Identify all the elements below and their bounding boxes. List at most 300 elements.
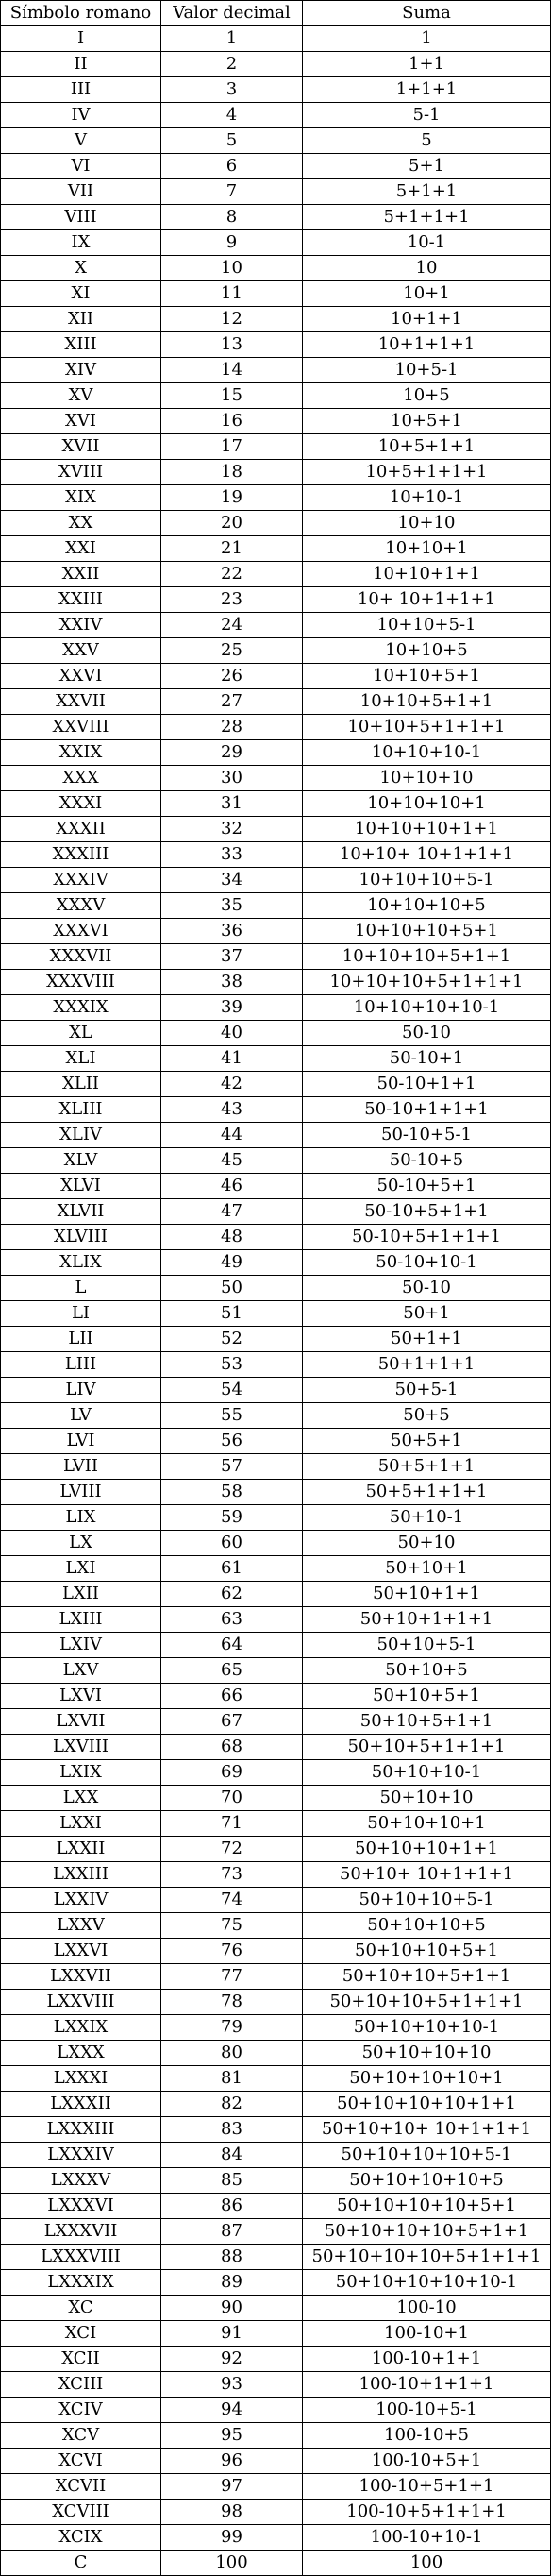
cell-decimal-value: 46 (161, 1174, 303, 1199)
cell-decimal-value: 8 (161, 205, 303, 230)
cell-roman-symbol: XXXV (1, 893, 161, 919)
cell-roman-symbol: XXXVII (1, 944, 161, 970)
table-row (1, 2092, 551, 2117)
cell-roman-symbol: XXIX (1, 740, 161, 766)
table-row (1, 1123, 551, 1148)
cell-decimal-value: 82 (161, 2092, 303, 2117)
cell-decimal-value: 65 (161, 1658, 303, 1684)
table-row (1, 893, 551, 919)
cell-decimal-value: 88 (161, 2245, 303, 2270)
cell-roman-symbol: XVII (1, 434, 161, 460)
cell-sum: 10-1 (303, 230, 551, 256)
cell-sum: 50-10+10-1 (303, 1250, 551, 1276)
cell-roman-symbol: XLIX (1, 1250, 161, 1276)
cell-roman-symbol: LXIV (1, 1633, 161, 1658)
cell-decimal-value: 90 (161, 2296, 303, 2321)
cell-roman-symbol: XCI (1, 2321, 161, 2347)
cell-roman-symbol: LXXXI (1, 2066, 161, 2092)
table-row (1, 1939, 551, 1964)
cell-decimal-value: 35 (161, 893, 303, 919)
table-row (1, 434, 551, 460)
cell-sum: 50-10 (303, 1276, 551, 1301)
cell-sum: 100-10+1+1+1 (303, 2372, 551, 2398)
cell-sum: 50+10+1+1 (303, 1582, 551, 1607)
cell-roman-symbol: XCIV (1, 2398, 161, 2423)
cell-decimal-value: 79 (161, 2015, 303, 2041)
cell-sum: 50-10 (303, 1021, 551, 1046)
table-row (1, 1403, 551, 1429)
table-row (1, 1505, 551, 1531)
cell-sum: 50-10+1+1+1 (303, 1097, 551, 1123)
cell-roman-symbol: VI (1, 154, 161, 179)
cell-roman-symbol: LXXI (1, 1811, 161, 1837)
cell-roman-symbol: XLIII (1, 1097, 161, 1123)
cell-sum: 1+1+1 (303, 77, 551, 103)
cell-decimal-value: 87 (161, 2219, 303, 2245)
cell-sum: 10+10-1 (303, 485, 551, 511)
cell-sum: 10+1+1 (303, 307, 551, 332)
cell-sum: 50+5-1 (303, 1378, 551, 1403)
cell-roman-symbol: LXIII (1, 1607, 161, 1633)
cell-sum: 5+1 (303, 154, 551, 179)
cell-sum: 10+ 10+1+1+1 (303, 587, 551, 613)
cell-sum: 10+10+10-1 (303, 740, 551, 766)
cell-decimal-value: 2 (161, 52, 303, 77)
cell-sum: 10+10+5+1+1+1 (303, 715, 551, 740)
cell-sum: 10+10+10+5+1+1 (303, 944, 551, 970)
cell-decimal-value: 59 (161, 1505, 303, 1531)
table-row (1, 1633, 551, 1658)
cell-roman-symbol: III (1, 77, 161, 103)
table-row (1, 1225, 551, 1250)
cell-sum: 100-10+10-1 (303, 2525, 551, 2551)
cell-roman-symbol: LVI (1, 1429, 161, 1454)
cell-decimal-value: 1 (161, 26, 303, 52)
cell-roman-symbol: XLVI (1, 1174, 161, 1199)
cell-roman-symbol: LXXXIX (1, 2270, 161, 2296)
cell-roman-symbol: LVII (1, 1454, 161, 1480)
cell-roman-symbol: LXXVI (1, 1939, 161, 1964)
table-row (1, 383, 551, 409)
table-row (1, 2015, 551, 2041)
cell-sum: 50+10+5-1 (303, 1633, 551, 1658)
cell-sum: 50+10+10+10+1+1 (303, 2092, 551, 2117)
cell-decimal-value: 97 (161, 2474, 303, 2500)
table-row (1, 2500, 551, 2525)
cell-roman-symbol: XLV (1, 1148, 161, 1174)
cell-sum: 50-10+5-1 (303, 1123, 551, 1148)
table-row (1, 2347, 551, 2372)
cell-roman-symbol: IX (1, 230, 161, 256)
table-row (1, 1862, 551, 1888)
cell-roman-symbol: II (1, 52, 161, 77)
cell-sum: 100-10+5 (303, 2423, 551, 2449)
table-row (1, 1021, 551, 1046)
cell-decimal-value: 36 (161, 919, 303, 944)
table-row (1, 1735, 551, 1760)
cell-sum: 50+10+10+10+5+1+1+1 (303, 2245, 551, 2270)
table-row (1, 2398, 551, 2423)
cell-decimal-value: 3 (161, 77, 303, 103)
cell-roman-symbol: XCII (1, 2347, 161, 2372)
cell-sum: 50+1+1+1 (303, 1352, 551, 1378)
cell-roman-symbol: LXXIX (1, 2015, 161, 2041)
cell-decimal-value: 60 (161, 1531, 303, 1556)
cell-sum: 1+1 (303, 52, 551, 77)
table-row (1, 1148, 551, 1174)
cell-decimal-value: 98 (161, 2500, 303, 2525)
cell-sum: 50+10+10+10-1 (303, 2015, 551, 2041)
cell-roman-symbol: XXVII (1, 689, 161, 715)
cell-decimal-value: 40 (161, 1021, 303, 1046)
cell-decimal-value: 26 (161, 664, 303, 689)
table-row (1, 2117, 551, 2143)
table-row (1, 1531, 551, 1556)
cell-decimal-value: 37 (161, 944, 303, 970)
table-row (1, 842, 551, 868)
cell-sum: 10+10+10+10-1 (303, 995, 551, 1021)
cell-roman-symbol: LXXIV (1, 1888, 161, 1913)
header-sum: Suma (303, 1, 551, 26)
cell-sum: 100-10+5+1+1 (303, 2474, 551, 2500)
cell-decimal-value: 73 (161, 1862, 303, 1888)
cell-decimal-value: 44 (161, 1123, 303, 1148)
cell-sum: 50-10+1+1 (303, 1072, 551, 1097)
cell-decimal-value: 55 (161, 1403, 303, 1429)
cell-decimal-value: 13 (161, 332, 303, 358)
cell-sum: 10+10+10+5+1 (303, 919, 551, 944)
table-row (1, 26, 551, 52)
cell-sum: 10+10+ 10+1+1+1 (303, 842, 551, 868)
table-row (1, 2219, 551, 2245)
table-row (1, 995, 551, 1021)
cell-decimal-value: 53 (161, 1352, 303, 1378)
cell-roman-symbol: LXXII (1, 1837, 161, 1862)
cell-roman-symbol: LXXXIII (1, 2117, 161, 2143)
table-row (1, 460, 551, 485)
cell-roman-symbol: XXIV (1, 613, 161, 638)
cell-decimal-value: 68 (161, 1735, 303, 1760)
cell-sum: 10+10+10+1+1 (303, 817, 551, 842)
table-row (1, 1378, 551, 1403)
cell-roman-symbol: XCVI (1, 2449, 161, 2474)
table-row (1, 1913, 551, 1939)
cell-roman-symbol: LXVIII (1, 1735, 161, 1760)
table-row (1, 358, 551, 383)
table-row (1, 638, 551, 664)
cell-roman-symbol: LXXXVII (1, 2219, 161, 2245)
table-row (1, 2449, 551, 2474)
table-row (1, 1174, 551, 1199)
cell-roman-symbol: LX (1, 1531, 161, 1556)
cell-sum: 50+10+10+5+1+1+1 (303, 1990, 551, 2015)
table-row (1, 103, 551, 128)
cell-sum: 10+10+1 (303, 536, 551, 562)
cell-sum: 50+10+10+10+1 (303, 2066, 551, 2092)
table-row (1, 2066, 551, 2092)
cell-sum: 50+1 (303, 1301, 551, 1327)
table-row (1, 1046, 551, 1072)
cell-sum: 50-10+5+1 (303, 1174, 551, 1199)
table-row (1, 1684, 551, 1709)
table-row (1, 256, 551, 281)
cell-sum: 50+10+10+1 (303, 1811, 551, 1837)
table-row (1, 179, 551, 205)
cell-roman-symbol: V (1, 128, 161, 154)
table-row (1, 154, 551, 179)
cell-sum: 50+10+10 (303, 1786, 551, 1811)
cell-decimal-value: 10 (161, 256, 303, 281)
cell-sum: 50+10+10+5+1+1 (303, 1964, 551, 1990)
cell-decimal-value: 6 (161, 154, 303, 179)
table-row (1, 205, 551, 230)
cell-roman-symbol: XXXII (1, 817, 161, 842)
header-row (1, 1, 551, 26)
table-row (1, 689, 551, 715)
table-row (1, 587, 551, 613)
cell-sum: 50+10+10+10+5+1+1 (303, 2219, 551, 2245)
cell-roman-symbol: XCV (1, 2423, 161, 2449)
cell-sum: 50+10+1 (303, 1556, 551, 1582)
cell-decimal-value: 48 (161, 1225, 303, 1250)
cell-decimal-value: 50 (161, 1276, 303, 1301)
cell-sum: 50+10+5+1+1+1 (303, 1735, 551, 1760)
cell-decimal-value: 34 (161, 868, 303, 893)
cell-decimal-value: 45 (161, 1148, 303, 1174)
table-row (1, 791, 551, 817)
table-row (1, 52, 551, 77)
cell-decimal-value: 39 (161, 995, 303, 1021)
cell-roman-symbol: X (1, 256, 161, 281)
cell-decimal-value: 23 (161, 587, 303, 613)
cell-sum: 50+10+10+10 (303, 2041, 551, 2066)
cell-decimal-value: 100 (161, 2551, 303, 2576)
cell-roman-symbol: XXXIV (1, 868, 161, 893)
cell-roman-symbol: XXVIII (1, 715, 161, 740)
cell-decimal-value: 84 (161, 2143, 303, 2168)
cell-decimal-value: 27 (161, 689, 303, 715)
cell-sum: 50+10+10+5-1 (303, 1888, 551, 1913)
table-row (1, 562, 551, 587)
cell-decimal-value: 24 (161, 613, 303, 638)
cell-decimal-value: 29 (161, 740, 303, 766)
table-row (1, 2474, 551, 2500)
cell-sum: 50+10+10+5 (303, 1913, 551, 1939)
table-row (1, 1709, 551, 1735)
table-row (1, 1556, 551, 1582)
cell-sum: 50+10+10+10+5-1 (303, 2143, 551, 2168)
cell-decimal-value: 51 (161, 1301, 303, 1327)
cell-decimal-value: 30 (161, 766, 303, 791)
cell-roman-symbol: XI (1, 281, 161, 307)
cell-roman-symbol: LXXXV (1, 2168, 161, 2194)
cell-roman-symbol: LXVI (1, 1684, 161, 1709)
cell-decimal-value: 4 (161, 103, 303, 128)
cell-sum: 100-10+5+1 (303, 2449, 551, 2474)
cell-roman-symbol: LI (1, 1301, 161, 1327)
cell-decimal-value: 89 (161, 2270, 303, 2296)
cell-decimal-value: 71 (161, 1811, 303, 1837)
table-row (1, 77, 551, 103)
cell-decimal-value: 80 (161, 2041, 303, 2066)
table-body (1, 26, 551, 2576)
cell-sum: 10+5+1+1 (303, 434, 551, 460)
table-row (1, 2423, 551, 2449)
cell-sum: 10+1+1+1 (303, 332, 551, 358)
table-row (1, 1429, 551, 1454)
cell-sum: 50+10 (303, 1531, 551, 1556)
header-roman-symbol: Símbolo romano (1, 1, 161, 26)
cell-decimal-value: 95 (161, 2423, 303, 2449)
table-row (1, 2270, 551, 2296)
cell-sum: 5-1 (303, 103, 551, 128)
cell-sum: 100-10+1+1 (303, 2347, 551, 2372)
table-row (1, 1760, 551, 1786)
cell-decimal-value: 15 (161, 383, 303, 409)
cell-sum: 50+10+5+1 (303, 1684, 551, 1709)
table-row (1, 1276, 551, 1301)
cell-sum: 10+10+5-1 (303, 613, 551, 638)
cell-sum: 50+10+10-1 (303, 1760, 551, 1786)
table-row (1, 2143, 551, 2168)
cell-decimal-value: 12 (161, 307, 303, 332)
cell-decimal-value: 28 (161, 715, 303, 740)
cell-roman-symbol: XLVIII (1, 1225, 161, 1250)
cell-roman-symbol: LXV (1, 1658, 161, 1684)
table-row (1, 944, 551, 970)
cell-roman-symbol: LV (1, 1403, 161, 1429)
cell-decimal-value: 64 (161, 1633, 303, 1658)
cell-roman-symbol: IV (1, 103, 161, 128)
cell-decimal-value: 67 (161, 1709, 303, 1735)
table-row (1, 2321, 551, 2347)
cell-sum: 100-10+5+1+1+1 (303, 2500, 551, 2525)
cell-sum: 10+10+10 (303, 766, 551, 791)
cell-sum: 50+5 (303, 1403, 551, 1429)
cell-decimal-value: 25 (161, 638, 303, 664)
cell-roman-symbol: LXXV (1, 1913, 161, 1939)
cell-decimal-value: 77 (161, 1964, 303, 1990)
table-row (1, 1199, 551, 1225)
table-row (1, 1786, 551, 1811)
cell-roman-symbol: LXII (1, 1582, 161, 1607)
cell-sum: 50+5+1+1 (303, 1454, 551, 1480)
cell-sum: 10 (303, 256, 551, 281)
cell-sum: 100 (303, 2551, 551, 2576)
table-row (1, 715, 551, 740)
cell-decimal-value: 66 (161, 1684, 303, 1709)
cell-roman-symbol: XXX (1, 766, 161, 791)
cell-roman-symbol: XCVII (1, 2474, 161, 2500)
table-row (1, 1837, 551, 1862)
table-row (1, 332, 551, 358)
cell-sum: 10+10+5+1 (303, 664, 551, 689)
cell-sum: 5+1+1+1 (303, 205, 551, 230)
cell-decimal-value: 47 (161, 1199, 303, 1225)
cell-roman-symbol: LXXX (1, 2041, 161, 2066)
cell-roman-symbol: XXXIX (1, 995, 161, 1021)
cell-decimal-value: 31 (161, 791, 303, 817)
cell-sum: 50+10+1+1+1 (303, 1607, 551, 1633)
cell-sum: 50-10+1 (303, 1046, 551, 1072)
table-row (1, 970, 551, 995)
cell-sum: 50+10+10+1+1 (303, 1837, 551, 1862)
cell-decimal-value: 5 (161, 128, 303, 154)
cell-decimal-value: 91 (161, 2321, 303, 2347)
header-decimal-value: Valor decimal (161, 1, 303, 26)
cell-roman-symbol: L (1, 1276, 161, 1301)
cell-sum: 10+10+10+1 (303, 791, 551, 817)
table-row (1, 230, 551, 256)
cell-roman-symbol: LXXIII (1, 1862, 161, 1888)
cell-decimal-value: 69 (161, 1760, 303, 1786)
cell-roman-symbol: XXXIII (1, 842, 161, 868)
cell-roman-symbol: XIX (1, 485, 161, 511)
cell-decimal-value: 16 (161, 409, 303, 434)
cell-roman-symbol: LXXXIV (1, 2143, 161, 2168)
cell-roman-symbol: XXVI (1, 664, 161, 689)
cell-decimal-value: 18 (161, 460, 303, 485)
cell-roman-symbol: LII (1, 1327, 161, 1352)
table-row (1, 664, 551, 689)
cell-decimal-value: 85 (161, 2168, 303, 2194)
cell-sum: 50+10-1 (303, 1505, 551, 1531)
cell-roman-symbol: LXXXVIII (1, 2245, 161, 2270)
table-row (1, 919, 551, 944)
cell-decimal-value: 32 (161, 817, 303, 842)
cell-sum: 10+10+10+5-1 (303, 868, 551, 893)
cell-sum: 10+1 (303, 281, 551, 307)
cell-decimal-value: 54 (161, 1378, 303, 1403)
cell-roman-symbol: XV (1, 383, 161, 409)
cell-decimal-value: 14 (161, 358, 303, 383)
cell-roman-symbol: LXXXVI (1, 2194, 161, 2219)
table-row (1, 1250, 551, 1276)
table-row (1, 1352, 551, 1378)
cell-decimal-value: 42 (161, 1072, 303, 1097)
table-row (1, 2194, 551, 2219)
cell-sum: 50+10+10+5+1 (303, 1939, 551, 1964)
table-row (1, 2041, 551, 2066)
cell-sum: 50-10+5+1+1 (303, 1199, 551, 1225)
table-row (1, 868, 551, 893)
cell-roman-symbol: XVI (1, 409, 161, 434)
cell-decimal-value: 70 (161, 1786, 303, 1811)
cell-roman-symbol: XXI (1, 536, 161, 562)
cell-sum: 10+10+1+1 (303, 562, 551, 587)
cell-decimal-value: 61 (161, 1556, 303, 1582)
cell-roman-symbol: XCVIII (1, 2500, 161, 2525)
cell-roman-symbol: XLIV (1, 1123, 161, 1148)
table-row (1, 2525, 551, 2551)
table-row (1, 1480, 551, 1505)
cell-roman-symbol: LXVII (1, 1709, 161, 1735)
table-row (1, 307, 551, 332)
cell-sum: 50-10+5+1+1+1 (303, 1225, 551, 1250)
cell-decimal-value: 93 (161, 2372, 303, 2398)
cell-sum: 5+1+1 (303, 179, 551, 205)
cell-decimal-value: 20 (161, 511, 303, 536)
table-row (1, 128, 551, 154)
cell-decimal-value: 56 (161, 1429, 303, 1454)
table-row (1, 1097, 551, 1123)
cell-sum: 10+10+10+5+1+1+1 (303, 970, 551, 995)
cell-decimal-value: 41 (161, 1046, 303, 1072)
cell-decimal-value: 49 (161, 1250, 303, 1276)
cell-sum: 10+10 (303, 511, 551, 536)
cell-roman-symbol: LXIX (1, 1760, 161, 1786)
cell-sum: 50-10+5 (303, 1148, 551, 1174)
